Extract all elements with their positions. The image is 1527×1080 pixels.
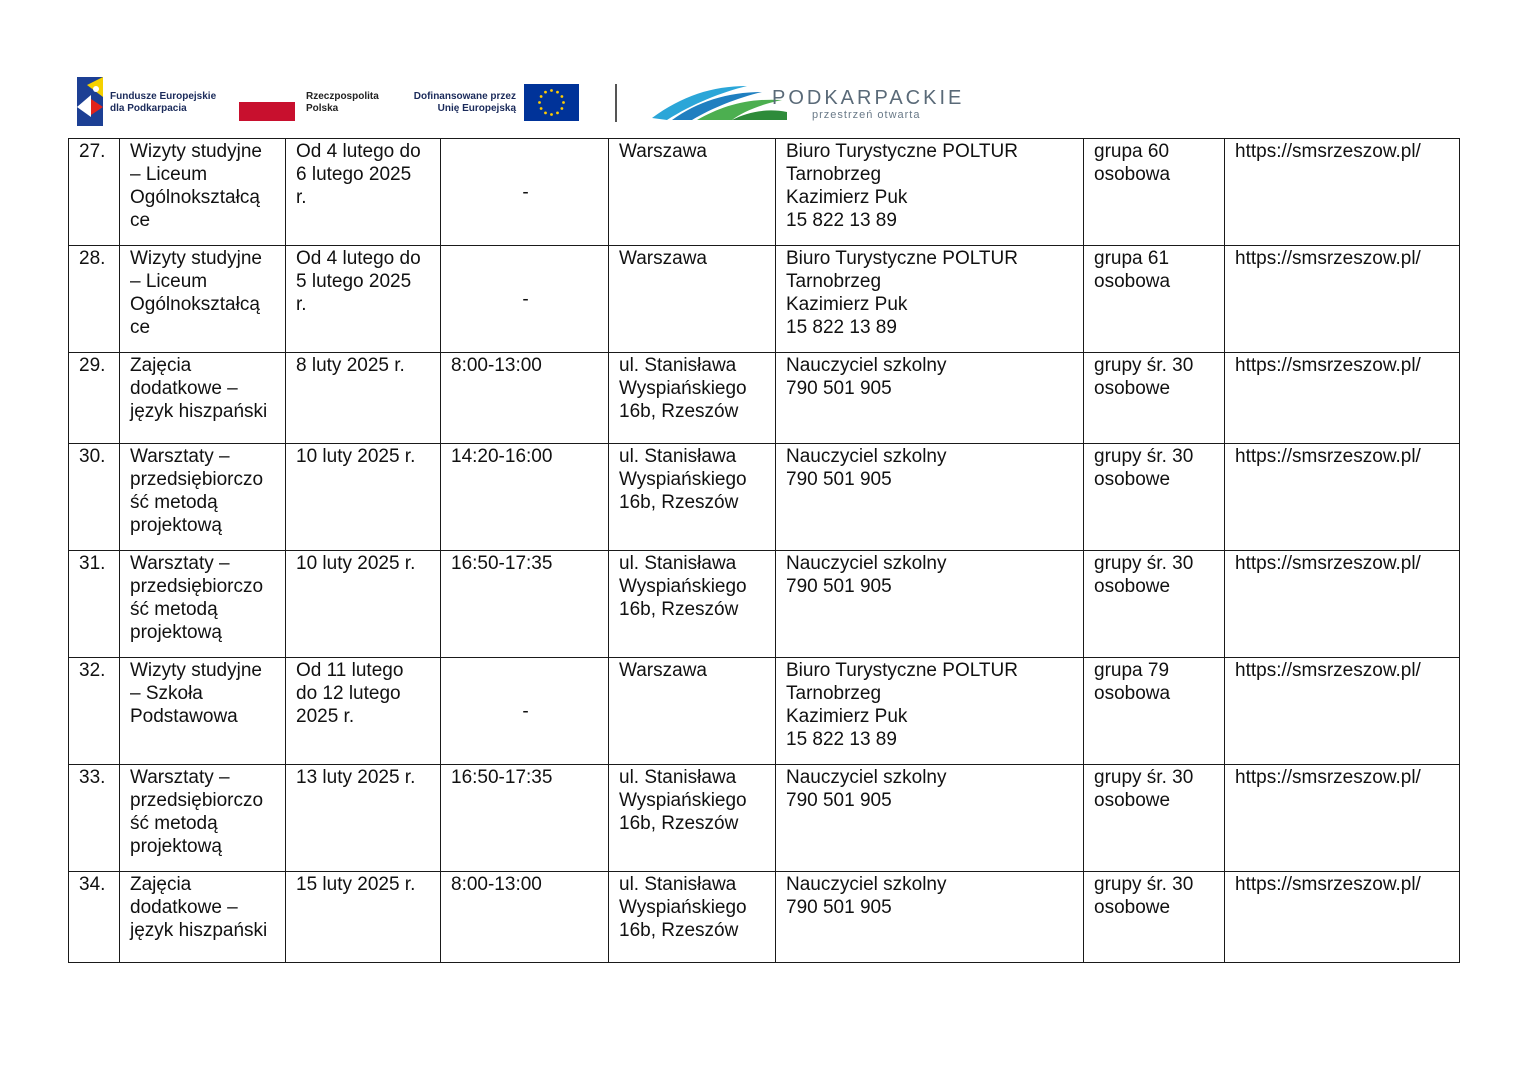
row-number: 31.	[69, 551, 120, 658]
table-row	[69, 551, 1460, 658]
group-size: grupa 60 osobowa	[1084, 139, 1225, 246]
activity-time: -	[441, 246, 609, 353]
group-size: grupy śr. 30 osobowe	[1084, 872, 1225, 963]
eu-star-icon	[556, 111, 559, 114]
activity-date: Od 4 lutego do 6 lutego 2025 r.	[286, 139, 441, 246]
row-number: 27.	[69, 139, 120, 246]
activity-title: Zajęcia dodatkowe – język hiszpański	[120, 353, 286, 444]
schedule-table	[68, 138, 1460, 963]
eu-star-icon	[562, 101, 565, 104]
eu-star-icon	[550, 113, 553, 116]
table-row	[69, 765, 1460, 872]
table-row	[69, 872, 1460, 963]
row-number: 30.	[69, 444, 120, 551]
activity-organizer: Nauczyciel szkolny 790 501 905	[776, 765, 1084, 872]
activity-place: Warszawa	[609, 246, 776, 353]
activity-title: Warsztaty – przedsiębiorczo ść metodą projektową	[120, 444, 286, 551]
website-link[interactable]: https://smsrzeszow.pl/	[1225, 353, 1460, 444]
group-size: grupy śr. 30 osobowe	[1084, 444, 1225, 551]
activity-time: 16:50-17:35	[441, 551, 609, 658]
activity-time: -	[441, 658, 609, 765]
activity-time: 8:00-13:00	[441, 872, 609, 963]
eu-star-icon	[556, 91, 559, 94]
activity-organizer: Nauczyciel szkolny 790 501 905	[776, 551, 1084, 658]
activity-title: Wizyty studyjne – Liceum Ogólnokształcą ce	[120, 246, 286, 353]
website-link[interactable]: https://smsrzeszow.pl/	[1225, 246, 1460, 353]
fundusze-europejskie-label: Fundusze Europejskie dla Podkarpacia	[110, 91, 217, 114]
website-link[interactable]: https://smsrzeszow.pl/	[1225, 765, 1460, 872]
eu-star-icon	[560, 107, 563, 110]
website-link[interactable]: https://smsrzeszow.pl/	[1225, 139, 1460, 246]
eu-star-icon	[560, 95, 563, 98]
poland-flag-icon	[239, 102, 295, 121]
podkarpackie-swoosh-icon	[652, 82, 787, 122]
logo-divider	[615, 84, 617, 122]
activity-time: 16:50-17:35	[441, 765, 609, 872]
eu-star-icon	[540, 95, 543, 98]
row-number: 29.	[69, 353, 120, 444]
group-size: grupa 61 osobowa	[1084, 246, 1225, 353]
activity-organizer: Nauczyciel szkolny 790 501 905	[776, 872, 1084, 963]
group-size: grupa 79 osobowa	[1084, 658, 1225, 765]
activity-organizer: Nauczyciel szkolny 790 501 905	[776, 444, 1084, 551]
table-row	[69, 246, 1460, 353]
activity-organizer: Biuro Turystyczne POLTUR Tarnobrzeg Kazimierz Puk 15 822 13 89	[776, 246, 1084, 353]
activity-organizer: Biuro Turystyczne POLTUR Tarnobrzeg Kazimierz Puk 15 822 13 89	[776, 139, 1084, 246]
website-link[interactable]: https://smsrzeszow.pl/	[1225, 658, 1460, 765]
row-number: 33.	[69, 765, 120, 872]
row-number: 34.	[69, 872, 120, 963]
activity-title: Wizyty studyjne – Liceum Ogólnokształcą ce	[120, 139, 286, 246]
activity-place: ul. Stanisława Wyspiańskiego 16b, Rzeszów	[609, 353, 776, 444]
podkarpackie-name: PODKARPACKIE	[772, 87, 965, 109]
row-number: 28.	[69, 246, 120, 353]
activity-title: Wizyty studyjne – Szkoła Podstawowa	[120, 658, 286, 765]
eu-funding-label: Dofinansowane przez Unię Europejską	[413, 91, 516, 114]
fundusze-europejskie-logo-icon	[77, 77, 103, 126]
eu-star-icon	[544, 111, 547, 114]
table-row	[69, 139, 1460, 246]
group-size: grupy śr. 30 osobowe	[1084, 765, 1225, 872]
activity-date: 10 luty 2025 r.	[286, 444, 441, 551]
eu-star-icon	[540, 107, 543, 110]
activity-place: ul. Stanisława Wyspiańskiego 16b, Rzeszów	[609, 872, 776, 963]
activity-title: Warsztaty – przedsiębiorczo ść metodą projektową	[120, 765, 286, 872]
table-row	[69, 658, 1460, 765]
eu-star-icon	[544, 91, 547, 94]
activity-title: Warsztaty – przedsiębiorczo ść metodą projektową	[120, 551, 286, 658]
website-link[interactable]: https://smsrzeszow.pl/	[1225, 872, 1460, 963]
activity-place: Warszawa	[609, 139, 776, 246]
website-link[interactable]: https://smsrzeszow.pl/	[1225, 551, 1460, 658]
row-number: 32.	[69, 658, 120, 765]
website-link[interactable]: https://smsrzeszow.pl/	[1225, 444, 1460, 551]
activity-date: 10 luty 2025 r.	[286, 551, 441, 658]
activity-place: ul. Stanisława Wyspiańskiego 16b, Rzeszów	[609, 551, 776, 658]
activity-time: -	[441, 139, 609, 246]
activity-date: 15 luty 2025 r.	[286, 872, 441, 963]
eu-flag-icon	[524, 84, 579, 121]
activity-place: ul. Stanisława Wyspiańskiego 16b, Rzeszów	[609, 444, 776, 551]
logo-bar	[0, 0, 1527, 135]
activity-date: 13 luty 2025 r.	[286, 765, 441, 872]
activity-time: 8:00-13:00	[441, 353, 609, 444]
activity-place: Warszawa	[609, 658, 776, 765]
activity-organizer: Nauczyciel szkolny 790 501 905	[776, 353, 1084, 444]
activity-place: ul. Stanisława Wyspiańskiego 16b, Rzeszów	[609, 765, 776, 872]
rzeczpospolita-label: Rzeczpospolita Polska	[306, 91, 379, 114]
activity-date: Od 11 lutego do 12 lutego 2025 r.	[286, 658, 441, 765]
podkarpackie-tagline: przestrzeń otwarta	[812, 109, 921, 121]
table-row	[69, 353, 1460, 444]
activity-title: Zajęcia dodatkowe – język hiszpański	[120, 872, 286, 963]
eu-star-icon	[538, 101, 541, 104]
table-row	[69, 444, 1460, 551]
eu-star-icon	[550, 89, 553, 92]
activity-date: 8 luty 2025 r.	[286, 353, 441, 444]
group-size: grupy śr. 30 osobowe	[1084, 551, 1225, 658]
activity-date: Od 4 lutego do 5 lutego 2025 r.	[286, 246, 441, 353]
activity-organizer: Biuro Turystyczne POLTUR Tarnobrzeg Kazimierz Puk 15 822 13 89	[776, 658, 1084, 765]
group-size: grupy śr. 30 osobowe	[1084, 353, 1225, 444]
activity-time: 14:20-16:00	[441, 444, 609, 551]
